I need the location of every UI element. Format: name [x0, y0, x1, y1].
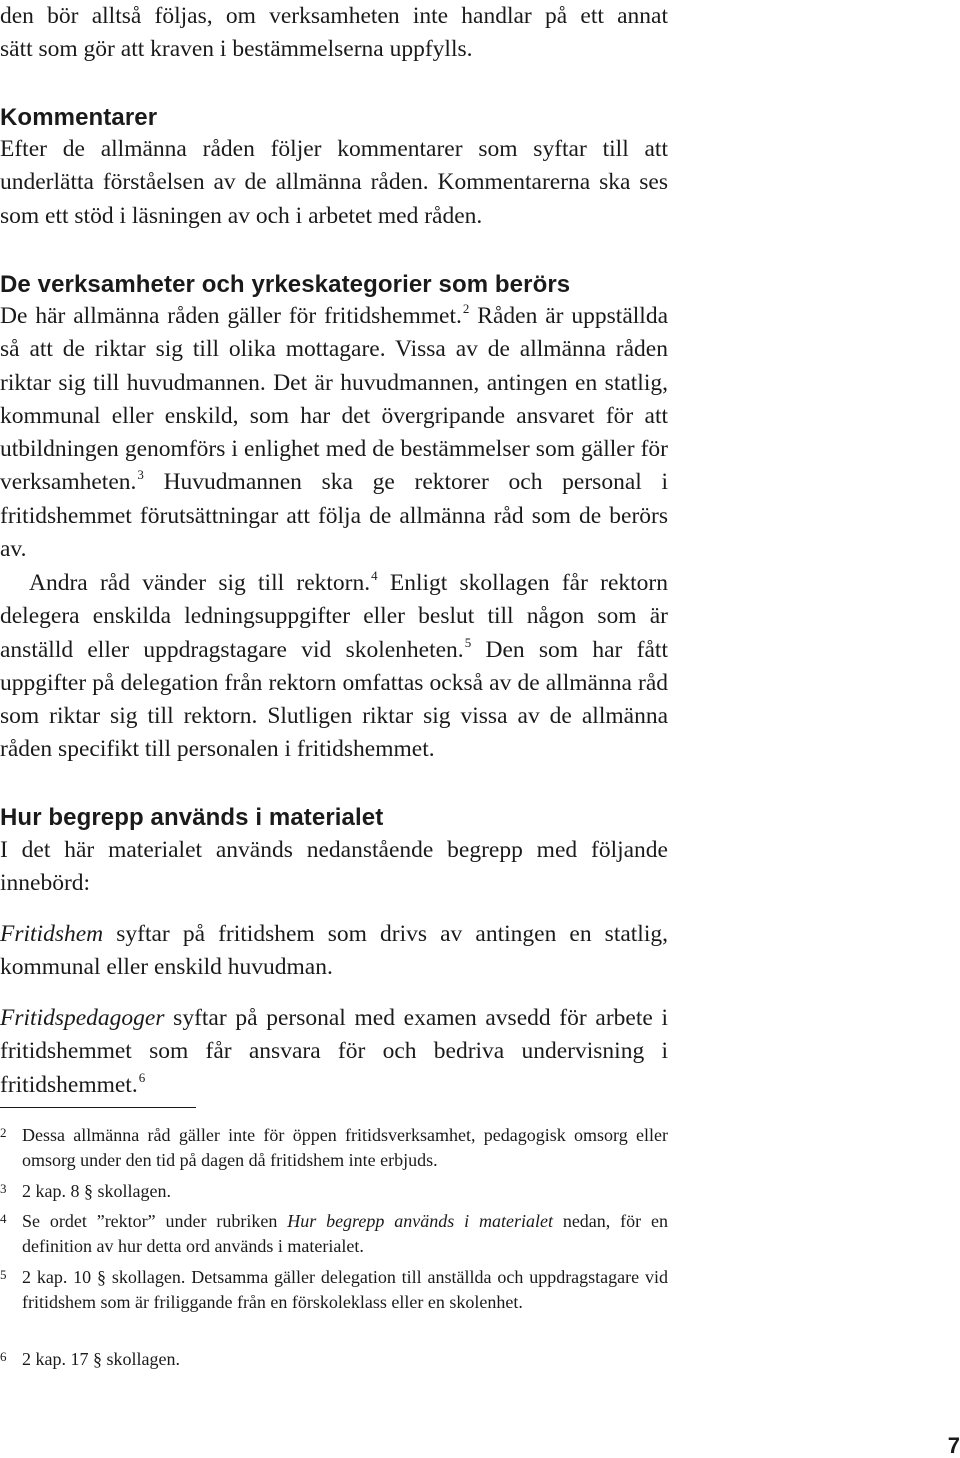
verksamheter-p2-a: Andra råd vänder sig till rektorn. [29, 570, 371, 596]
term-fritidspedagoger: Fritidspedagoger [0, 1005, 165, 1031]
begrepp-heading: Hur begrepp används i materialet [0, 804, 384, 831]
verksamheter-heading: De verksamheter och yrkeskategorier som berörs [0, 271, 571, 298]
footnote-number: 5 [0, 1267, 7, 1282]
footnote-ref-5: 5 [464, 634, 472, 650]
definition-fritidshem: syftar på fritidshem som drivs av antingen en statlig, kommunal eller enskild huvudman. [0, 921, 668, 981]
footnote-number: 6 [0, 1349, 7, 1364]
footnote-ref-4: 4 [371, 568, 378, 583]
intro-line-2: sätt som gör att kraven i bestämmelserna uppfylls. [0, 36, 473, 62]
kommentarer-heading: Kommentarer [0, 104, 158, 131]
verksamheter-p1-a: De här allmänna råden gäller för fritidshemmet. [0, 303, 462, 329]
begrepp-intro: I det här materialet används nedanstående begrepp med följande innebörd: [0, 837, 668, 897]
verksamheter-p2-c: Den som har fått uppgifter på delegation från rektorn omfattas också av de allmänna råd som riktar sig till rektorn. Slutligen riktar sig vissa av de allmänna råden specifikt till personalen i fritidshemmet. [0, 636, 668, 763]
footnote-number: 4 [0, 1211, 7, 1226]
kommentarer-text: Efter de allmänna råden följer kommentarer som syftar till att underlätta förståelsen av de allmänna råden. Kommentarerna ska ses som ett stöd i läsningen av och i arbetet med råden. [0, 136, 668, 229]
footnote-6 [0, 1347, 668, 1372]
footnote-text-part: nedan, för en definition av hur detta ord används i materialet. [22, 1211, 668, 1256]
footnote-ref-2: 2 [462, 301, 470, 316]
footnote-text: 2 kap. 17 § skollagen. [22, 1349, 180, 1369]
footnote-2 [0, 1123, 668, 1173]
footnote-text: 2 kap. 10 § skollagen. Detsamma gäller delegation till anställda och uppdragstagare vid fritidshem som är friliggande från en förskoleklass eller en skolenhet. [22, 1267, 668, 1312]
verksamheter-p2-b: Enligt skollagen får rektorn delegera enskilda ledningsuppgifter eller beslut till någon som är anställd eller uppdragstagare vid skolenheten. [0, 570, 668, 663]
footnote-number: 3 [0, 1181, 7, 1196]
footnote-text [22, 1209, 668, 1259]
footnote-ref-3: 3 [137, 467, 144, 483]
intro-line-1: den bör alltså följas, om verksamheten inte handlar på ett annat [0, 3, 668, 29]
footnote-divider [0, 1107, 196, 1108]
page-number: 7 [947, 1433, 960, 1458]
verksamheter-paragraph-2 [0, 567, 668, 767]
footnote-text-emphasis: Hur begrepp används i materialet [287, 1211, 553, 1231]
verksamheter-paragraph-1 [0, 300, 668, 566]
definition-fritidspedagoger: syftar på personal med examen avsedd för arbete i fritidshemmet som får ansvara för och bedriva undervisning i fritidshemmet. [0, 1005, 668, 1098]
begrepp-definition-2 [0, 1002, 668, 1102]
begrepp-definition-1 [0, 918, 668, 985]
footnote-5 [0, 1265, 668, 1315]
footnote-text-part: Se ordet ”rektor” under rubriken [22, 1211, 288, 1231]
footnote-number: 2 [0, 1125, 7, 1140]
verksamheter-p1-b: Råden är uppställda så att de riktar sig till olika mottagare. Vissa av de allmänna råden riktar sig till huvudmannen. Det är huvudmannen, antingen en statlig, kommunal eller enskild, som har det övergripande ansvaret för att utbildningen genomförs i enlighet med de bestämmelser som gäller för verksamheten. [0, 303, 669, 496]
footnote-text: Dessa allmänna råd gäller inte för öppen fritidsverksamhet, pedagogisk omsorg eller omsorg under den tid på dagen då fritidshem inte erbjuds. [22, 1125, 668, 1170]
footnote-4 [0, 1209, 668, 1259]
footnote-3 [0, 1179, 668, 1204]
verksamheter-p1-c: Huvudmannen ska ge rektorer och personal i fritidshemmet förutsättningar att följa de allmänna råd som de berörs av. [0, 469, 668, 563]
footnote-ref-6: 6 [138, 1069, 146, 1085]
term-fritidshem: Fritidshem [0, 921, 104, 947]
footnote-text: 2 kap. 8 § skollagen. [22, 1181, 171, 1201]
